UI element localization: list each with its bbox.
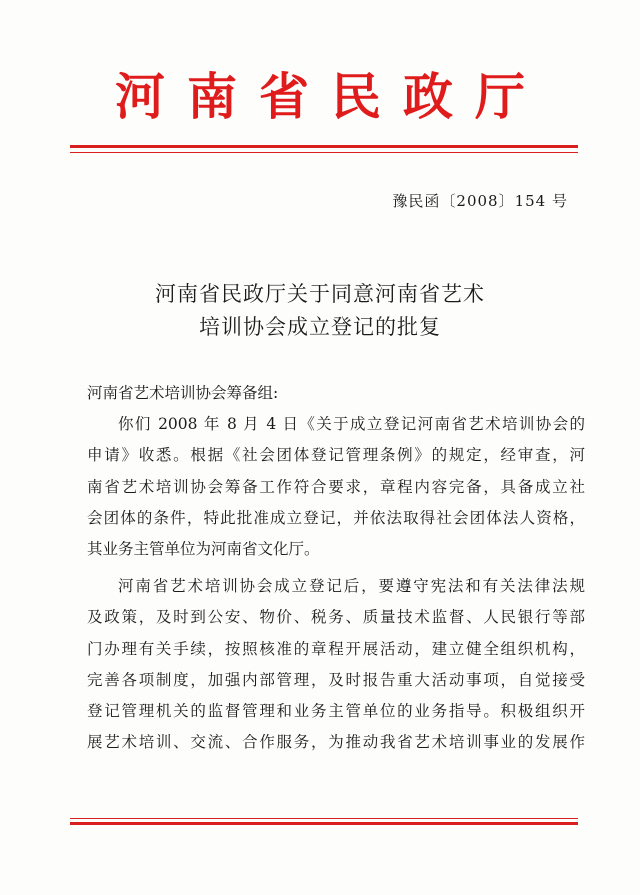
- paragraph-line: 你们 2008 年 8 月 4 日《关于成立登记河南省艺术培训协会的: [118, 415, 585, 434]
- paragraph-line: 登记管理机关的监督管理和业务主管单位的业务指导。积极组织开: [87, 702, 585, 721]
- paragraph-line: 其业务主管单位为河南省文化厅。: [87, 540, 320, 559]
- document-title-line-1: 河南省民政厅关于同意河南省艺术: [155, 282, 485, 306]
- letterhead-rule-thin: [70, 152, 578, 153]
- paragraph-line: 会团体的条件，特此批准成立登记，并依法取得社会团体法人资格，: [87, 508, 585, 527]
- footer-rule-thick: [70, 822, 578, 825]
- document-body: [87, 378, 585, 758]
- salutation: 河南省艺术培训协会筹备组:: [87, 384, 279, 402]
- footer-rule-thin: [70, 818, 578, 819]
- letterhead-title: 河南省民政厅: [115, 67, 547, 126]
- paragraph-line: 南省艺术培训协会筹备工作符合要求，章程内容完备，具备成立社: [87, 477, 585, 496]
- paragraph-line: 河南省艺术培训协会成立登记后，要遵守宪法和有关法律法规: [118, 577, 585, 596]
- document-title: [0, 278, 640, 344]
- paragraph-line: 完善各项制度，加强内部管理，及时报告重大活动事项，自觉接受: [87, 670, 585, 689]
- document-title-line-2: 培训协会成立登记的批复: [199, 315, 441, 339]
- paragraph-1: [87, 409, 585, 565]
- paragraph-line: 门办理有关手续，按照核准的章程开展活动，建立健全组织机构，: [87, 639, 585, 658]
- document-number: 豫民函〔2008〕154 号: [392, 192, 568, 210]
- paragraph-line: 及政策，及时到公安、物价、税务、质量技术监督、人民银行等部: [87, 608, 585, 627]
- paragraph-2: [87, 571, 585, 758]
- paragraph-line: 展艺术培训、交流、合作服务，为推动我省艺术培训事业的发展作: [87, 733, 585, 752]
- letterhead-rule-thick: [70, 145, 578, 148]
- paragraph-line: 申请》收悉。根据《社会团体登记管理条例》的规定，经审查，河: [87, 446, 585, 465]
